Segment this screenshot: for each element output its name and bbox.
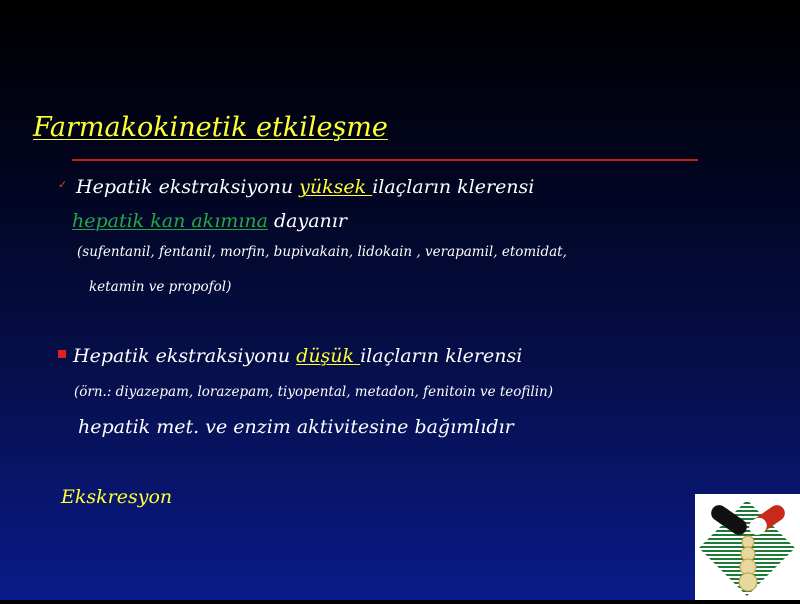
- bullet1-highlight: yüksek: [299, 176, 373, 198]
- title-divider: [72, 159, 698, 161]
- enzyme-dependency-text: hepatik met. ve enzim aktivitesine bağımlıdır: [78, 416, 514, 438]
- bullet1-line2-rest: dayanır: [267, 210, 347, 232]
- logo-graphic: [695, 494, 800, 600]
- square-bullet-icon: [58, 350, 66, 358]
- bullet2-prefix: Hepatik ekstraksiyonu: [73, 345, 297, 367]
- drug-list-line2: ketamin ve propofol): [89, 279, 232, 295]
- pharmacology-logo: [695, 494, 800, 600]
- bullet2-suffix: ilaçların klerensi: [360, 345, 523, 367]
- excretion-heading: Ekskresyon: [61, 486, 173, 508]
- example-drug-list: (örn.: diyazepam, lorazepam, tiyopental, metadon, fenitoin ve teofilin): [74, 384, 554, 400]
- bullet1-line2: [72, 210, 347, 232]
- bullet1-suffix: ilaçların klerensi: [372, 176, 535, 198]
- check-icon: ✓: [58, 178, 68, 191]
- bullet-low-extraction: [58, 345, 522, 367]
- drug-list-line1: (sufentanil, fentanil, morfin, bupivakain, lidokain , verapamil, etomidat,: [77, 244, 567, 260]
- bullet2-highlight: düşük: [296, 345, 361, 367]
- bullet1-prefix: Hepatik ekstraksiyonu: [76, 176, 300, 198]
- hepatic-blood-flow-text: hepatik kan akımına: [72, 210, 268, 232]
- bullet-high-extraction: [58, 176, 534, 198]
- slide-title: Farmakokinetik etkileşme: [33, 112, 388, 143]
